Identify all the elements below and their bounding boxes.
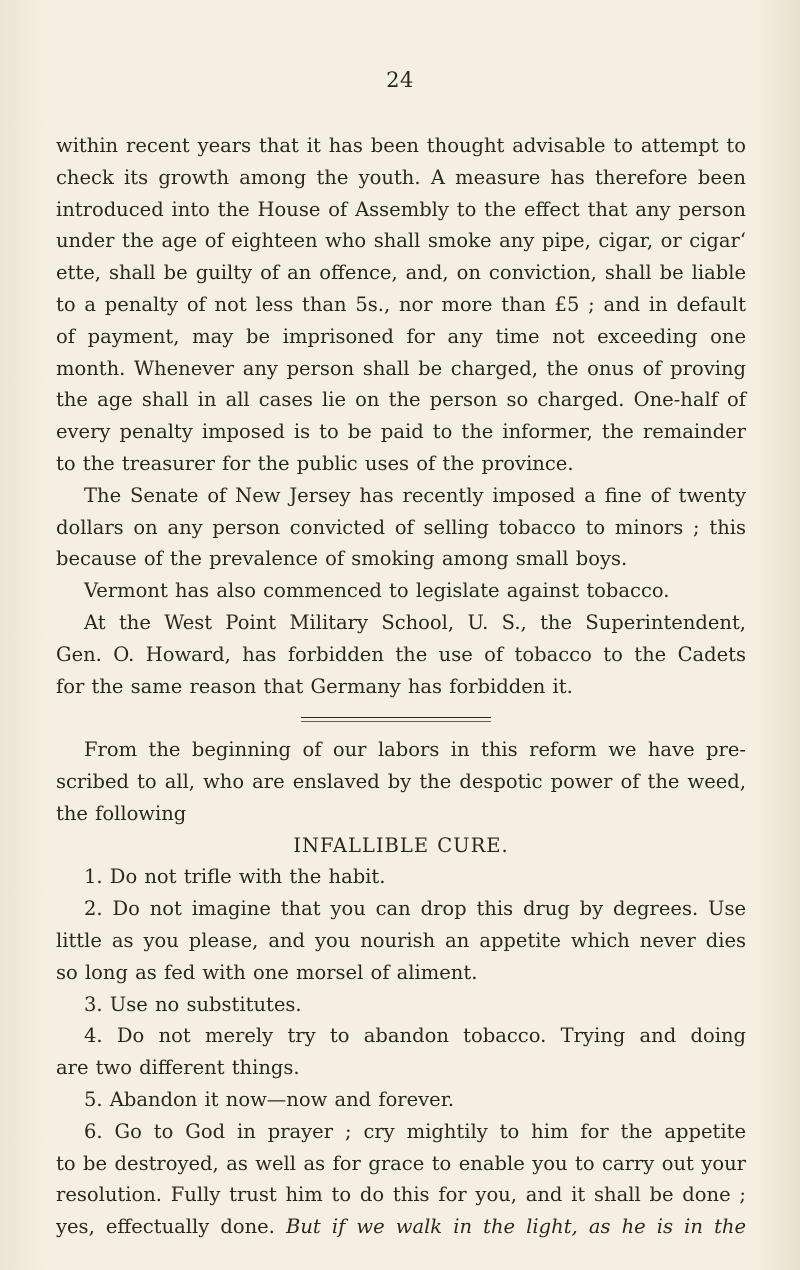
- text-line: 3. Use no substitutes.: [84, 992, 302, 1016]
- paragraph-assembly-measure: [56, 130, 746, 480]
- text-line: 2. Do not imagine that you can drop this drug by degrees. Use: [84, 897, 746, 921]
- text-italic: But if we walk in the light, as he is in the: [286, 1215, 747, 1239]
- text-line: At the West Point Military School, U. S., the Superintendent,: [84, 610, 746, 634]
- text-line: to a penalty of not less than 5s., nor more than £5 ; and in default: [56, 292, 746, 316]
- paragraph-new-jersey: [56, 480, 746, 575]
- text-line: ette, shall be guilty of an offence, and, on conviction, shall be liable: [56, 261, 746, 285]
- paragraph-vermont: [56, 575, 746, 607]
- text-line: to be destroyed, as well as for grace to enable you to carry out your: [56, 1151, 746, 1175]
- list-item: [56, 1116, 746, 1243]
- text-line: under the age of eighteen who shall smoke any pipe, cigar, or cigar‘: [56, 229, 746, 253]
- text-line: 5. Abandon it now—now and forever.: [84, 1087, 455, 1111]
- section-divider: [56, 702, 746, 734]
- list-item: [56, 989, 746, 1021]
- text-line: so long as fed with one morsel of aliment.: [56, 960, 478, 984]
- paragraph-reform: [56, 734, 746, 829]
- text-line: every penalty imposed is to be paid to the informer, the remainder: [56, 420, 746, 444]
- list-item: [56, 1084, 746, 1116]
- text-line: because of the prevalence of smoking among small boys.: [56, 547, 628, 571]
- text-line: to the treasurer for the public uses of the province.: [56, 451, 574, 475]
- text-line: resolution. Fully trust him to do this for you, and it shall be done ;: [56, 1183, 746, 1207]
- cure-list: [56, 861, 746, 1243]
- text-line: 1. Do not trifle with the habit.: [84, 865, 386, 889]
- text-line: scribed to all, who are enslaved by the despotic power of the weed,: [56, 769, 746, 793]
- text-line: Vermont has also commenced to legislate against tobacco.: [84, 579, 670, 603]
- text-line: of payment, may be imprisoned for any time not exceeding one: [56, 324, 746, 348]
- text-line: for the same reason that Germany has forbidden it.: [56, 674, 573, 698]
- text-line: little as you please, and you nourish an appetite which never dies: [56, 928, 746, 952]
- text-line: introduced into the House of Assembly to the effect that any person: [56, 197, 746, 221]
- text-line: 4. Do not merely try to abandon tobacco. Trying and doing: [84, 1024, 746, 1048]
- text-plain: yes, effectually done.: [56, 1215, 275, 1239]
- text-line: the following: [56, 801, 187, 825]
- text-line: the age shall in all cases lie on the person so charged. One-half of: [56, 388, 746, 412]
- text-line: within recent years that it has been thought advisable to attempt to: [56, 134, 746, 157]
- paragraph-west-point: [56, 607, 746, 702]
- list-item: [56, 893, 746, 988]
- text-line: The Senate of New Jersey has recently imposed a fine of twenty: [84, 483, 746, 507]
- text-line: check its growth among the youth. A measure has therefore been: [56, 165, 746, 189]
- list-item: [56, 1020, 746, 1084]
- body-text: [56, 130, 746, 1243]
- section-heading: INFALLIBLE CURE.: [293, 833, 509, 857]
- text-line: From the beginning of our labors in this reform we have pre-: [84, 738, 746, 762]
- list-item: [56, 861, 746, 893]
- page-number: 24: [386, 68, 414, 92]
- text-line: dollars on any person convicted of selling tobacco to minors ; this: [56, 515, 746, 539]
- text-line: Gen. O. Howard, has forbidden the use of tobacco to the Cadets: [56, 642, 746, 666]
- text-line-mixed: [56, 1211, 746, 1243]
- text-line: are two different things.: [56, 1056, 300, 1080]
- text-line: month. Whenever any person shall be charged, the onus of proving: [56, 356, 746, 380]
- text-line: 6. Go to God in prayer ; cry mightily to him for the appetite: [84, 1119, 746, 1143]
